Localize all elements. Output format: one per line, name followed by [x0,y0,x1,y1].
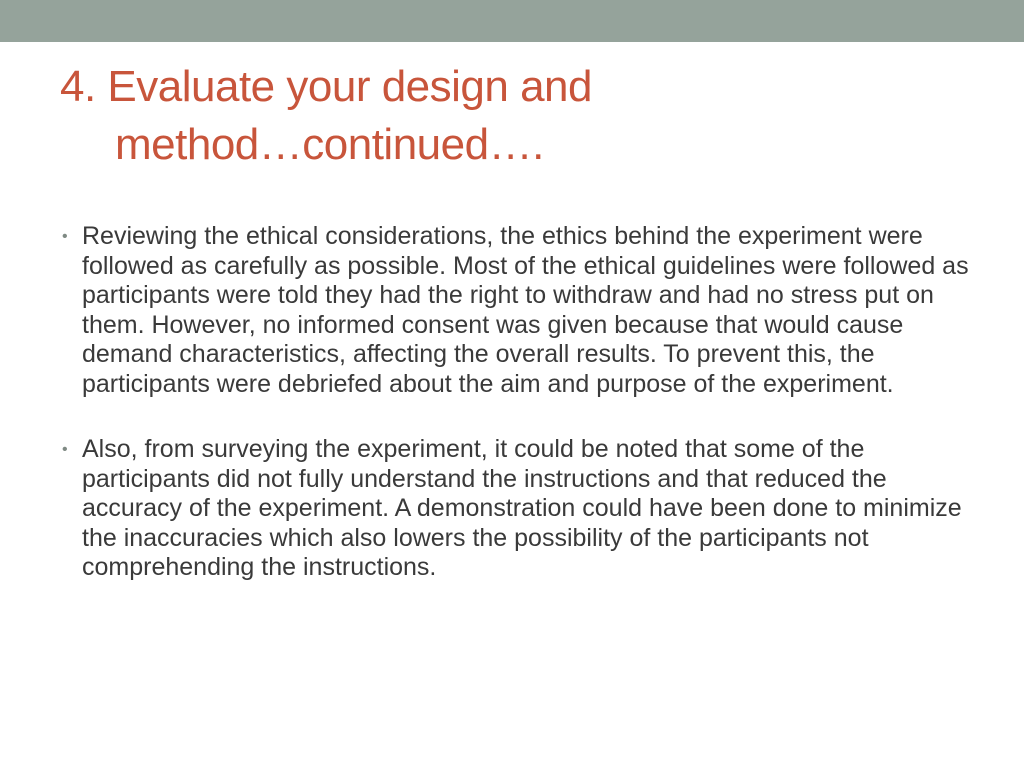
slide-title-line-2: method…continued…. [115,120,544,169]
top-accent-bar [0,0,1024,42]
bullet-text: Also, from surveying the experiment, it could be noted that some of the participants did not fully understand the instructions and that reduced the accuracy of the experiment. A demonstration could have been done to minimize the inaccuracies which also lowers the possibility of the participants not comprehending the instructions. [82,435,962,581]
slide-title-line-1: 4. Evaluate your design and [60,62,592,111]
slide-title [60,58,980,174]
bullet-item-ethics [62,222,972,399]
bullet-icon: • [62,228,68,245]
bullet-icon: • [62,441,68,458]
bullet-list [62,222,972,619]
bullet-text: Reviewing the ethical considerations, the ethics behind the experiment were followed as carefully as possible. Most of the ethical guidelines were followed as participants were told they had the right to withdraw and had no stress put on them. However, no informed consent was given because that would cause demand characteristics, affecting the overall results. To prevent this, the participants were debriefed about the aim and purpose of the experiment. [82,222,969,398]
bullet-item-instructions [62,435,972,583]
